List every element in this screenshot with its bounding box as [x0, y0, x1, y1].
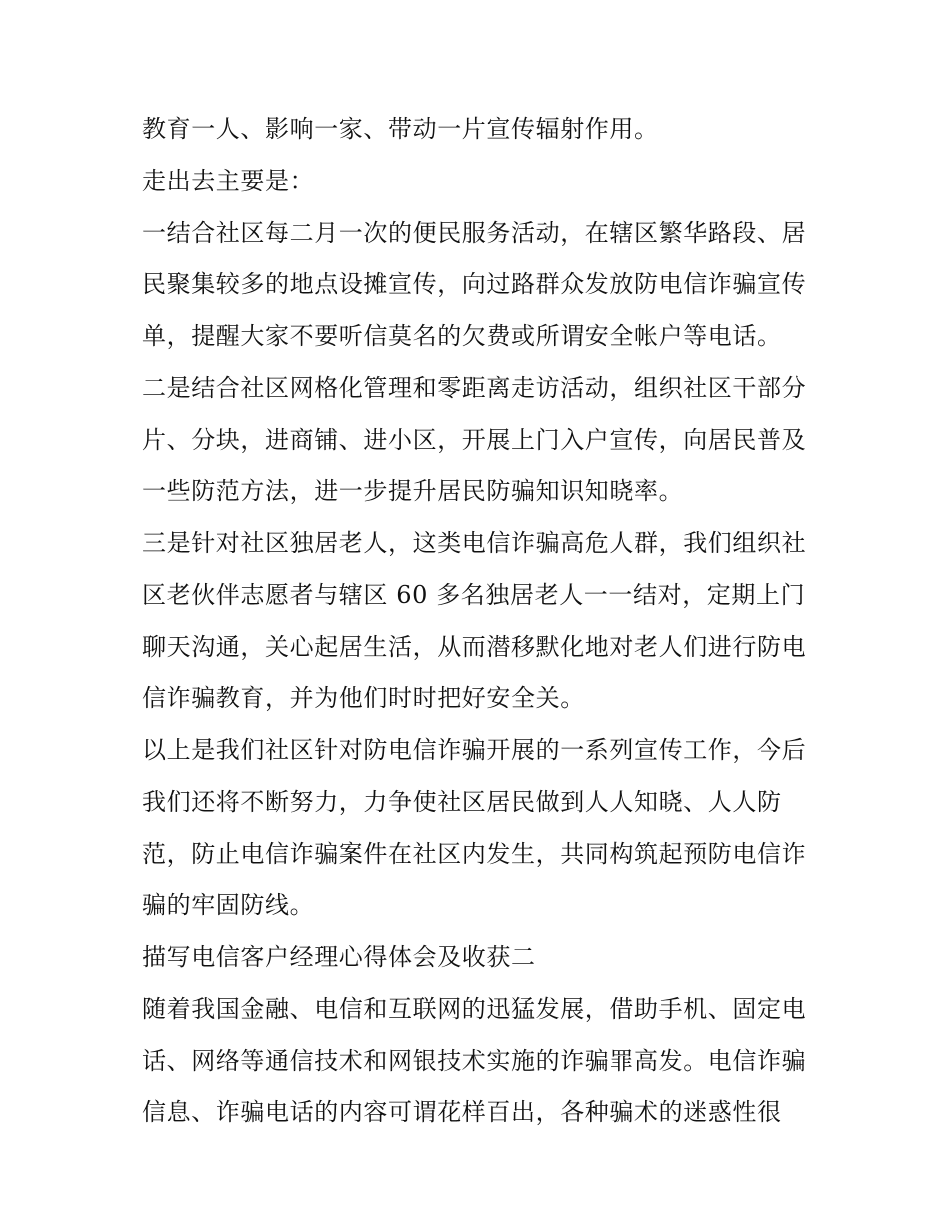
- text-line: 片、分块，进商铺、进小区，开展上门入户宣传，向居民普及: [142, 426, 807, 454]
- text-line: 随着我国金融、电信和互联网的迅猛发展，借助手机、固定电: [142, 995, 807, 1023]
- text-line: 二是结合社区网格化管理和零距离走访活动，组织社区干部分: [142, 374, 807, 402]
- text-line: 聊天沟通，关心起居生活，从而潜移默化地对老人们进行防电: [142, 633, 807, 661]
- text-line: 民聚集较多的地点设摊宣传，向过路群众发放防电信诈骗宣传: [142, 270, 807, 298]
- text-line: 教育一人、影响一家、带动一片宣传辐射作用。: [142, 115, 659, 143]
- text-line: 单，提醒大家不要听信莫名的欠费或所谓安全帐户等电话。: [142, 322, 782, 350]
- text-line: 骗的牢固防线。: [142, 891, 315, 919]
- text-line: 信息、诈骗电话的内容可谓花样百出，各种骗术的迷惑性很: [142, 1098, 782, 1126]
- text-line: 信诈骗教育，并为他们时时把好安全关。: [142, 684, 585, 712]
- text-line: 一些防范方法，进一步提升居民防骗知识知晓率。: [142, 477, 684, 505]
- text-line: 区老伙伴志愿者与辖区 60 多名独居老人一一结对，定期上门: [142, 581, 806, 609]
- text-line: 走出去主要是：: [142, 167, 315, 195]
- text-line: 我们还将不断努力，力争使社区居民做到人人知晓、人人防: [142, 788, 782, 816]
- text-line: 三是针对社区独居老人，这类电信诈骗高危人群，我们组织社: [142, 529, 807, 557]
- text-line: 以上是我们社区针对防电信诈骗开展的一系列宣传工作，今后: [142, 736, 807, 764]
- text-line: 话、网络等通信技术和网银技术实施的诈骗罪高发。电信诈骗: [142, 1047, 807, 1075]
- text-line: 一结合社区每二月一次的便民服务活动，在辖区繁华路段、居: [142, 219, 807, 247]
- section-heading: 描写电信客户经理心得体会及收获二: [142, 943, 536, 971]
- text-line: 范，防止电信诈骗案件在社区内发生，共同构筑起预防电信诈: [142, 840, 807, 868]
